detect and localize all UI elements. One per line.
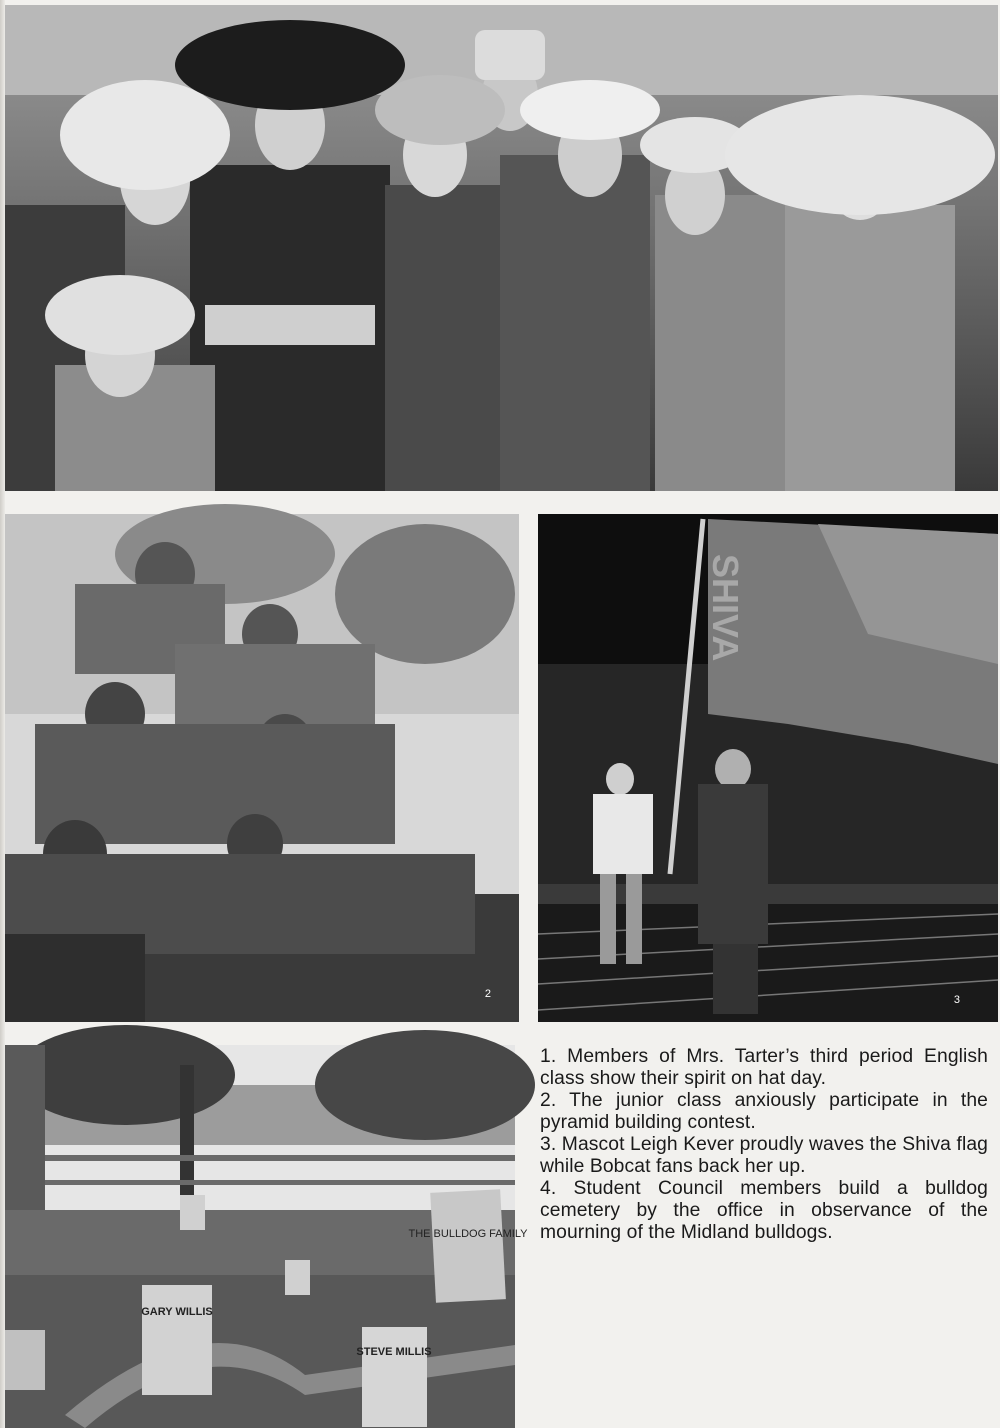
grave-1-text: GARY WILLIS xyxy=(141,1306,213,1318)
photo-mascot-flag xyxy=(538,514,998,1022)
photo-bulldog-cemetery xyxy=(5,1045,528,1428)
photo-3-number: 3 xyxy=(953,994,960,1006)
photo-cemetery-image xyxy=(5,1045,528,1428)
caption-2: 2. The junior class anxiously participate in the pyramid building contest. xyxy=(540,1090,988,1133)
caption-1: 1. Members of Mrs. Tarter’s third period English class show their spirit on hat day. xyxy=(540,1046,988,1089)
photo-pyramid-contest xyxy=(5,514,519,1022)
photo-pyramid-image xyxy=(5,514,519,1022)
family-sign-text: THE BULLDOG FAMILY xyxy=(408,1228,528,1240)
photo-hat-day xyxy=(5,5,998,491)
caption-3: 3. Mascot Leigh Kever proudly waves the Shiva flag while Bobcat fans back her up. xyxy=(540,1134,988,1177)
flag-lettering: SHIVA xyxy=(705,554,746,662)
photo-hat-day-image xyxy=(5,5,998,491)
photo-mascot-image xyxy=(538,514,998,1022)
photo-captions xyxy=(540,1046,988,1244)
photo-2-number: 2 xyxy=(484,988,491,1000)
caption-4: 4. Student Council members build a bulldog cemetery by the office in observance of the mourning of the Midland bulldogs. xyxy=(540,1178,988,1243)
grave-2-text: STEVE MILLIS xyxy=(356,1346,432,1358)
